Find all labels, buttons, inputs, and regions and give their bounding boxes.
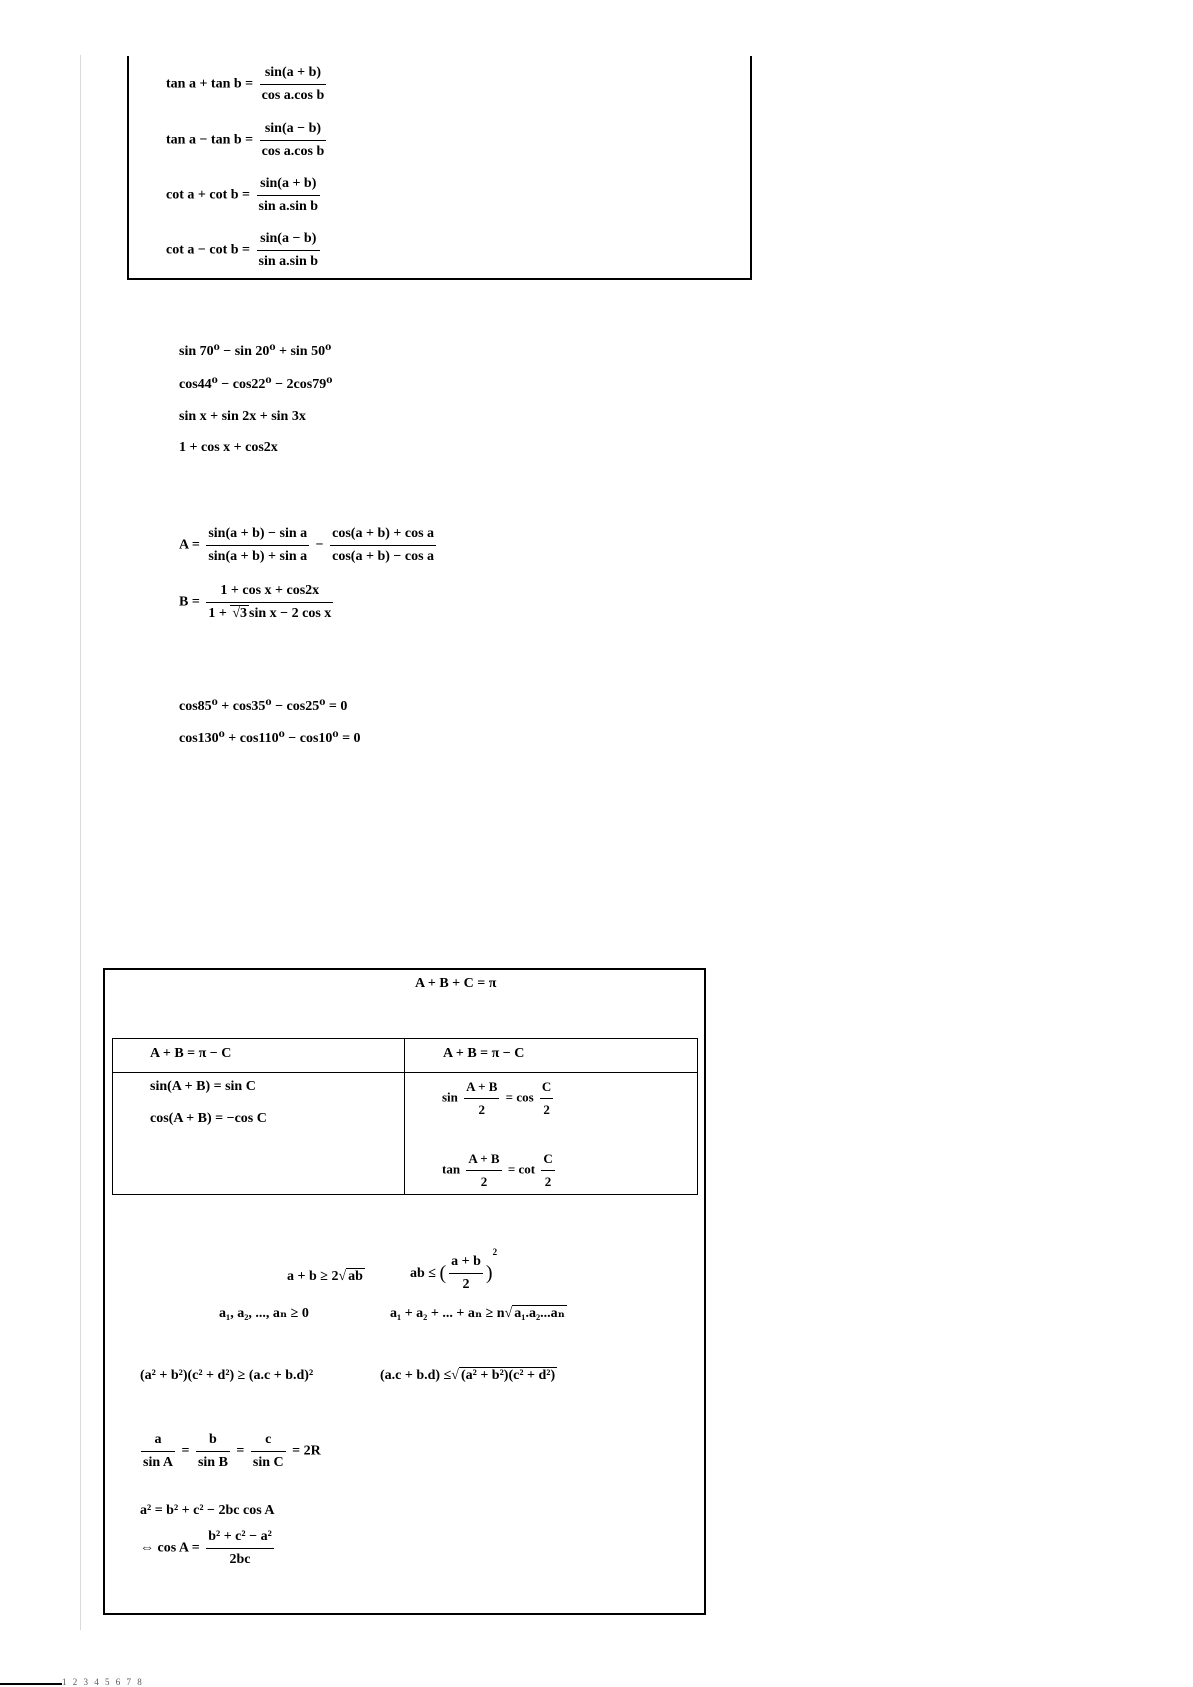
fraction xyxy=(206,1528,274,1569)
denominator-suffix: sin x − 2 cos x xyxy=(249,606,332,621)
formula-lhs: cot a − cot b = xyxy=(166,242,250,258)
denominator: 2 xyxy=(544,1174,552,1189)
fraction xyxy=(196,1431,230,1472)
denominator: 2 xyxy=(462,1277,470,1293)
formula-lhs: tan a − tan b = xyxy=(166,132,254,148)
fraction xyxy=(464,1078,499,1119)
exponent: 2 xyxy=(492,1247,498,1257)
cos-law-lhs: ⇔ cos A = xyxy=(140,1540,200,1556)
angle-sum-header: A + B + C = π xyxy=(415,976,497,991)
exercise2-B xyxy=(179,582,336,623)
formula-cot-sum xyxy=(166,175,323,216)
am-gm-lhs: a + b ≥ 2 xyxy=(287,1269,339,1284)
fraction xyxy=(260,120,327,161)
fraction xyxy=(206,525,309,566)
cauchy-schwarz-squared: (a² + b²)(c² + d²) ≥ (a.c + b.d)² xyxy=(140,1368,314,1383)
law-of-cosines: a² = b² + c² − 2bc cos A xyxy=(140,1503,275,1518)
exercise1-item-3: sin x + sin 2x + sin 3x xyxy=(179,409,306,424)
denominator: sin(a + b) + sin a xyxy=(208,549,308,564)
cauchy-schwarz-root xyxy=(380,1367,557,1385)
denominator-prefix: 1 + xyxy=(208,606,227,621)
exercise3-item-2: cos130⁰ + cos110⁰ − cos10⁰ = 0 xyxy=(179,731,361,746)
equals-fn: = cos xyxy=(505,1089,534,1105)
n-term-condition: a₁, a₂, ..., aₙ ≥ 0 xyxy=(219,1306,309,1321)
formula-tan-sum xyxy=(166,64,329,105)
operator: − xyxy=(315,537,324,553)
formula-cot-diff xyxy=(166,230,323,271)
equals-sign: = xyxy=(236,1443,245,1459)
denominator xyxy=(206,603,333,623)
numerator: sin(a − b) xyxy=(257,230,321,251)
am-gm-two-terms xyxy=(287,1268,365,1286)
numerator: C xyxy=(540,1078,553,1099)
nth-root-sign: √ xyxy=(504,1306,513,1321)
exercise1-item-1: sin 70⁰ − sin 20⁰ + sin 50⁰ xyxy=(179,344,332,359)
formula-lhs: B = xyxy=(179,594,200,610)
exercise3-item-1: cos85⁰ + cos35⁰ − cos25⁰ = 0 xyxy=(179,699,348,714)
numerator: cos(a + b) + cos a xyxy=(330,525,436,546)
fraction xyxy=(206,582,333,623)
formula-tan-diff xyxy=(166,120,329,161)
page-margin-line xyxy=(80,55,81,1630)
denominator: 2bc xyxy=(229,1552,251,1567)
numerator: C xyxy=(541,1150,554,1171)
numerator: sin(a + b) xyxy=(257,175,321,196)
denominator: 2 xyxy=(478,1102,486,1117)
table-header-divider xyxy=(113,1072,697,1073)
numerator: b xyxy=(196,1431,230,1452)
am-gm-n-lhs: a₁ + a₂ + ... + aₙ ≥ n xyxy=(390,1306,505,1321)
denominator: sin A xyxy=(143,1455,173,1470)
numerator: a + b xyxy=(449,1253,483,1274)
formula-lhs: A = xyxy=(179,537,200,553)
table-column-divider xyxy=(404,1039,405,1194)
numerator: c xyxy=(251,1431,286,1452)
paren-close: ) xyxy=(485,1262,493,1284)
denominator: 2 xyxy=(543,1102,550,1117)
denominator: 2 xyxy=(480,1174,488,1189)
nth-root-radicand: a₁.a₂...aₙ xyxy=(514,1306,565,1321)
denominator: sin a.sin b xyxy=(258,199,319,214)
numerator: sin(a − b) xyxy=(260,120,327,141)
am-gm-lhs: ab ≤ xyxy=(410,1266,436,1281)
footer-marks: 1 2 3 4 5 6 7 8 xyxy=(62,1677,144,1687)
function-name: sin xyxy=(442,1089,458,1105)
footer-strip xyxy=(0,1677,1193,1687)
am-gm-square-form xyxy=(410,1243,497,1294)
equals-fn: = cot xyxy=(507,1161,536,1177)
fraction xyxy=(541,1150,554,1191)
table-col1-row-1: sin(A + B) = sin C xyxy=(150,1079,256,1094)
denominator: cos(a + b) − cos a xyxy=(332,549,435,564)
numerator: sin(a + b) − sin a xyxy=(206,525,309,546)
formula-lhs: tan a + tan b = xyxy=(166,76,254,92)
footer-bar xyxy=(0,1683,62,1685)
sine-law-rhs: = 2R xyxy=(292,1443,321,1459)
fraction xyxy=(257,175,321,216)
table-col2-head: A + B = π − C xyxy=(443,1046,525,1061)
sqrt-sign: √ xyxy=(451,1368,459,1383)
numerator: A + B xyxy=(466,1150,501,1171)
denominator: cos a.cos b xyxy=(261,144,325,159)
fraction xyxy=(141,1431,175,1472)
n-term-am-gm xyxy=(390,1305,567,1323)
numerator: b² + c² − a² xyxy=(206,1528,274,1549)
equals-sign: = xyxy=(181,1443,190,1459)
sqrt-three: √3 xyxy=(232,606,247,621)
fraction xyxy=(540,1078,553,1119)
fraction xyxy=(466,1150,501,1191)
paren-open: ( xyxy=(439,1262,447,1284)
fraction xyxy=(449,1253,483,1294)
denominator: sin a.sin b xyxy=(258,254,319,269)
table-col2-row-1 xyxy=(442,1078,556,1119)
fraction xyxy=(260,64,327,105)
exercise2-A xyxy=(179,525,439,566)
denominator: cos a.cos b xyxy=(261,88,325,103)
law-of-sines xyxy=(138,1431,321,1472)
denominator: sin B xyxy=(197,1455,228,1470)
sqrt-radicand: ab xyxy=(348,1269,363,1284)
numerator: A + B xyxy=(464,1078,499,1099)
numerator: 1 + cos x + cos2x xyxy=(206,582,333,603)
numerator: sin(a + b) xyxy=(260,64,327,85)
exercise1-item-2: cos44⁰ − cos22⁰ − 2cos79⁰ xyxy=(179,377,333,392)
function-name: tan xyxy=(442,1161,461,1177)
table-col1-head: A + B = π − C xyxy=(150,1046,232,1061)
table-col2-row-2 xyxy=(442,1150,558,1191)
fraction xyxy=(251,1431,286,1472)
law-of-cosines-solved xyxy=(140,1528,277,1569)
sqrt-sign: √ xyxy=(338,1269,347,1284)
fraction xyxy=(330,525,436,566)
exercise1-item-4: 1 + cos x + cos2x xyxy=(179,440,278,455)
cs-lhs: (a.c + b.d) ≤ xyxy=(380,1368,452,1383)
denominator: sin C xyxy=(252,1455,284,1470)
formula-lhs: cot a + cot b = xyxy=(166,187,250,203)
sqrt-radicand: (a² + b²)(c² + d²) xyxy=(460,1368,556,1383)
numerator: a xyxy=(141,1431,175,1452)
table-col1-row-2: cos(A + B) = −cos C xyxy=(150,1111,267,1126)
fraction xyxy=(257,230,321,271)
